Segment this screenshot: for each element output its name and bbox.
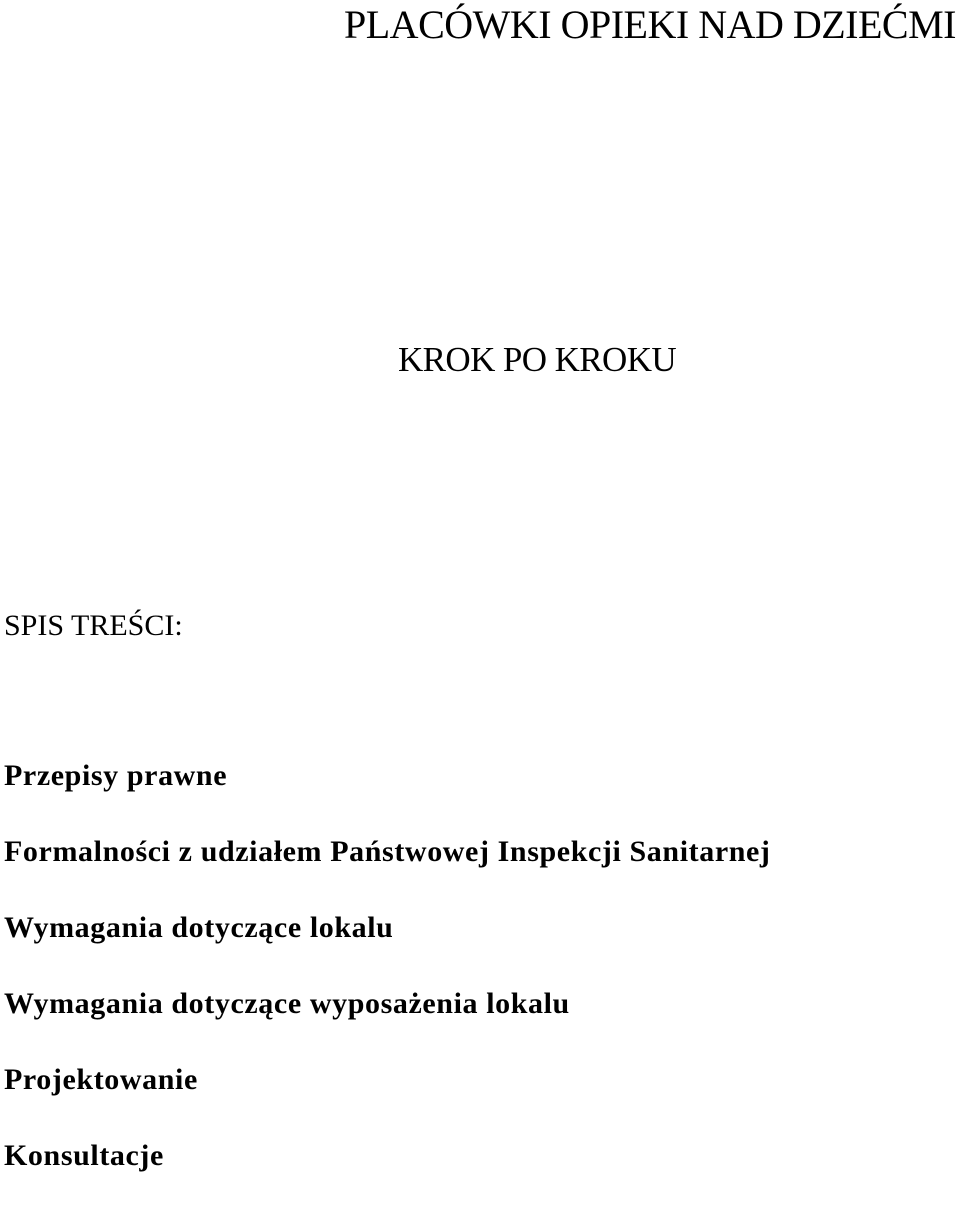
toc-list: [4, 759, 771, 1215]
document-title: PLACÓWKI OPIEKI NAD DZIEĆMI: [344, 2, 956, 47]
toc-item-wymagania-wyposazenia[interactable]: Wymagania dotyczące wyposażenia lokalu: [4, 987, 570, 1020]
toc-item-wymagania-lokalu[interactable]: Wymagania dotyczące lokalu: [4, 911, 394, 944]
toc-item-przepisy-prawne[interactable]: Przepisy prawne: [4, 759, 228, 792]
toc-item-formalnosci[interactable]: Formalności z udziałem Państwowej Inspekcji Sanitarnej: [4, 835, 771, 868]
toc-item-projektowanie[interactable]: Projektowanie: [4, 1063, 198, 1096]
document-subtitle: KROK PO KROKU: [398, 340, 677, 379]
toc-item-konsultacje[interactable]: Konsultacje: [4, 1139, 164, 1172]
toc-heading: SPIS TREŚCI:: [4, 609, 183, 642]
